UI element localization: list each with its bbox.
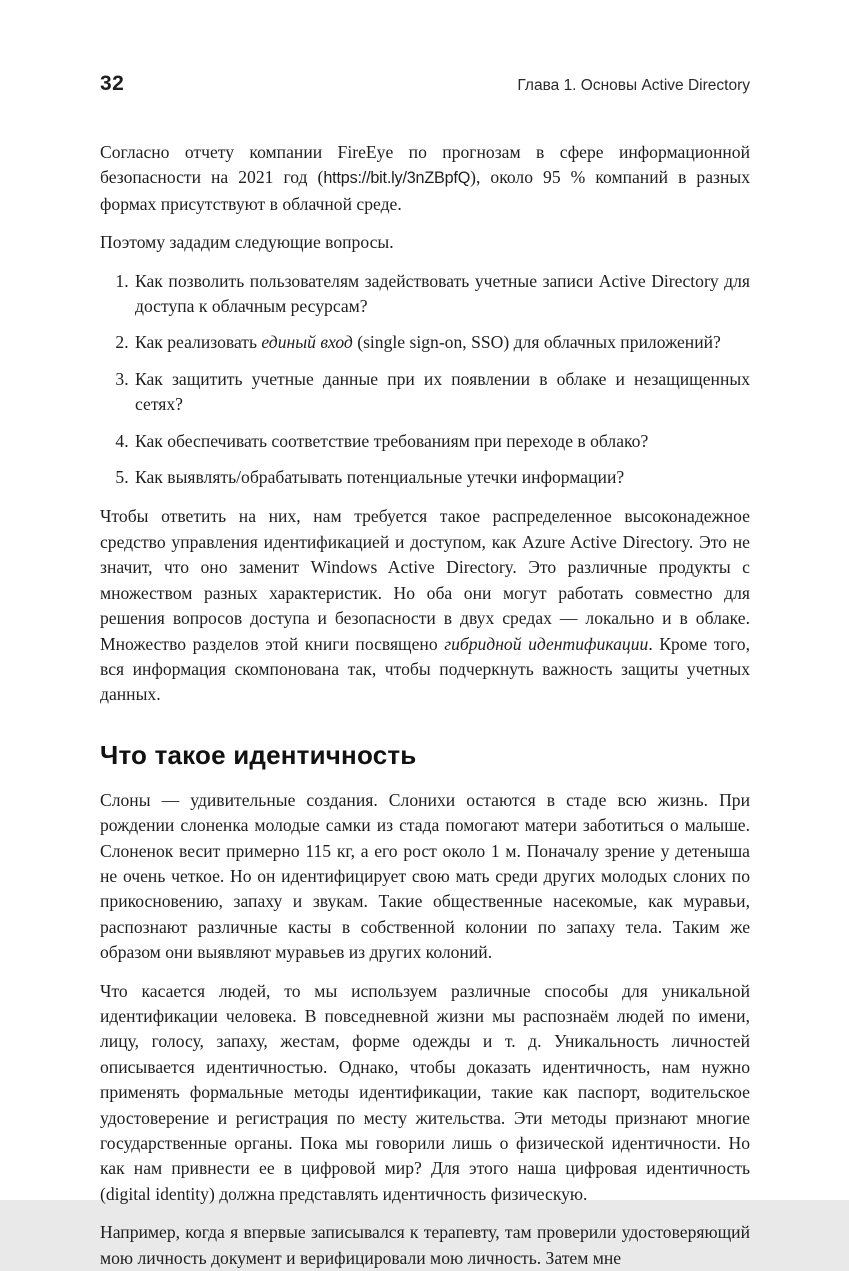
page-body [100, 140, 750, 1271]
paragraph-questions-intro: Поэтому зададим следующие вопросы. [100, 232, 394, 253]
paragraph-elephants: Слоны — удивительные создания. Слонихи остаются в стаде всю жизнь. При рождении слоненка молодые самки из стада помогают матери заботиться о малыше. Слоненок весит примерно 115 кг, а его рост около 1 м. Поначалу зрение у детеныша не очень четкое. Но он идентифицирует свою мать среди других молодых слоних по прикосновению, запаху и звукам. Такие общественные насекомые, как муравьи, распознают различные касты в собственной колонии по запаху тела. Таким же образом они выявляют муравьев из других колоний. [100, 789, 750, 963]
paragraph-human-identity: Что касается людей, то мы используем различные способы для уникальной идентификации человека. В повседневной жизни мы распознаём людей по имени, лицу, голосу, запаху, жестам, форме одежды и т. д. Уникальность личностей описывается идентичностью. Однако, чтобы доказать идентичность, нам нужно применять формальные методы идентификации, такие как паспорт, водительское удостоверение и регистрация по месту жительства. Эти методы признают многие государственные органы. Пока мы говорили лишь о физической идентичности. Но как нам привнести ее в цифровой мир? Для этого наша цифровая идентичность (digital identity) должна представлять идентичность физическую. [100, 980, 750, 1204]
list-item-question-4: 4. Как обеспечивать соответствие требованиям при переходе в облако? [133, 429, 750, 454]
questions-list [100, 269, 750, 491]
section-heading-identity: Что такое идентичность [100, 739, 417, 770]
list-item-question-2: 2. Как реализовать единый вход (single sign-on, SSO) для облачных приложений? [133, 330, 750, 355]
list-item-question-3: 3. Как защитить учетные данные при их появлении в облаке и незащищенных сетях? [133, 367, 750, 418]
paragraph-fireeye-report: Согласно отчету компании FireEye по прогнозам в сфере информационной безопасности на 2021 год (https://bit.ly/3nZBpfQ), около 95 % компаний в разных формах присутствуют в облачной среде. [100, 142, 750, 214]
list-item-question-1: 1. Как позволить пользователям задействовать учетные записи Active Directory для доступа к облачным ресурсам? [133, 269, 750, 320]
paragraph-azure-ad: Чтобы ответить на них, нам требуется такое распределенное высоконадежное средство управления идентификацией и доступом, как Azure Active Directory. Это не значит, что оно заменит Windows Active Directory. Это различные продукты с множеством разных характеристик. Но оба они могут работать совместно для решения вопросов доступа и безопасности в двух средах — локально и в облаке. Множество разделов этой книги посвящено гибридной идентификации. Кроме того, вся информация скомпонована так, чтобы подчеркнуть важность защиты учетных данных. [100, 506, 750, 705]
page-header [100, 72, 750, 96]
chapter-title: Глава 1. Основы Active Directory [517, 77, 750, 94]
paragraph-doctor-example: Например, когда я впервые записывался к терапевту, там проверили удостоверяющий мою личность документ и верифицировали мою личность. Затем мне [100, 1222, 750, 1268]
list-item-question-5: 5. Как выявлять/обрабатывать потенциальные утечки информации? [133, 465, 750, 490]
page-number: 32 [100, 72, 125, 95]
